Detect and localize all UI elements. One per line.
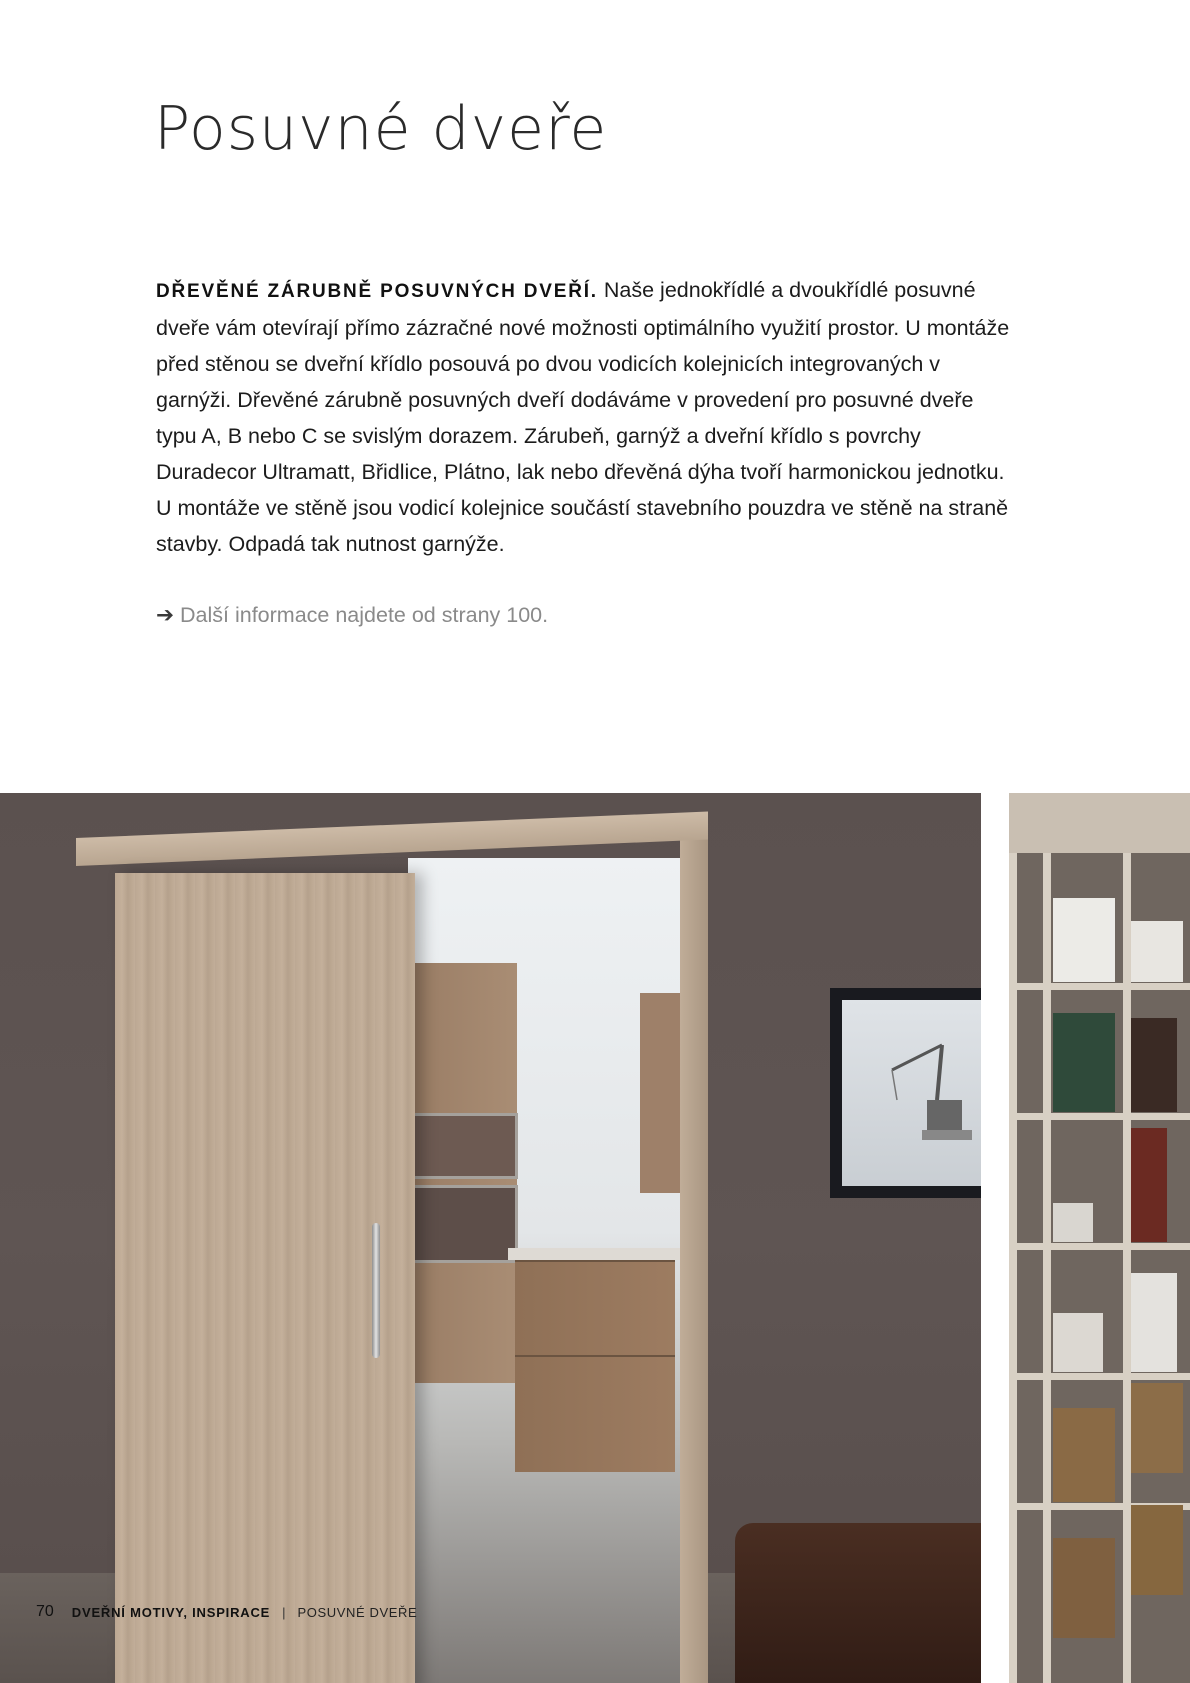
wicker-basket — [1131, 1505, 1183, 1595]
books — [1053, 1013, 1115, 1112]
intro-lead: DŘEVĚNÉ ZÁRUBNĚ POSUVNÝCH DVEŘÍ. — [156, 281, 598, 302]
books — [1131, 1273, 1177, 1372]
page-footer — [36, 1600, 417, 1624]
sliding-door-leaf — [115, 873, 415, 1683]
footer-subsection: POSUVNÉ DVEŘE — [297, 1604, 418, 1620]
books — [1131, 921, 1183, 982]
books — [1053, 898, 1115, 982]
countertop — [508, 1248, 688, 1260]
more-info-line — [156, 597, 548, 633]
bookshelf-photo — [1009, 793, 1190, 1683]
shelf-board — [1009, 1243, 1190, 1250]
door-handle — [372, 1223, 380, 1358]
page-title: Posuvné dveře — [154, 94, 608, 164]
shelf-post — [1009, 793, 1017, 1683]
books — [1053, 1203, 1093, 1242]
shelf-cornice — [1009, 793, 1190, 853]
leather-armchair — [735, 1523, 981, 1683]
books — [1053, 1313, 1103, 1372]
oven — [412, 1185, 518, 1263]
picture-photo — [842, 1000, 981, 1186]
door-frame-post — [680, 823, 708, 1683]
shelf-board — [1009, 1113, 1190, 1120]
intro-paragraph — [156, 272, 1016, 562]
sliding-door-photo — [0, 793, 981, 1683]
shelf-post — [1123, 793, 1131, 1683]
shelf-board — [1009, 983, 1190, 990]
page-number: 70 — [36, 1603, 54, 1620]
footer-section: DVEŘNÍ MOTIVY, INSPIRACE — [71, 1604, 271, 1620]
footer-separator: | — [282, 1604, 286, 1620]
books — [1131, 1128, 1167, 1242]
island-drawer-line — [515, 1355, 675, 1357]
more-info-text: Další informace najdete od strany 100. — [180, 603, 549, 627]
wall-cabinet — [640, 993, 680, 1193]
crane-icon — [882, 1040, 972, 1150]
oven — [412, 1113, 518, 1179]
shelf-post — [1043, 793, 1051, 1683]
kitchen-island — [515, 1260, 675, 1472]
wicker-basket — [1131, 1383, 1183, 1473]
wall-picture — [830, 988, 981, 1198]
wicker-basket — [1053, 1538, 1115, 1638]
intro-text: Naše jednokřídlé a dvoukřídlé posuvné dveře vám otevírají přímo zázračné nové možnosti optimálního využití prostor. U montáže před stěnou se dveřní křídlo posouvá po dvou vodicích kolejnicích integrovaných v garnýži. Dřevěné zárubně posuvných dveří dodáváme v provedení pro posuvné dveře typu A, B nebo C se svislým dorazem. Zárubeň, garnýž a dveřní křídlo s povrchy Duradecor Ultramatt, Břidlice, Plátno, lak nebo dřevěná dýha tvoří harmonickou jednotku. U montáže ve stěně jsou vodicí kolejnice součástí stavebního pouzdra ve stěně na straně stavby. Odpadá tak nutnost garnýže. — [156, 278, 1010, 556]
wicker-basket — [1053, 1408, 1115, 1502]
books — [1131, 1018, 1177, 1112]
shelf-board — [1009, 1373, 1190, 1380]
arrow-right-icon: ➔ — [156, 603, 175, 627]
